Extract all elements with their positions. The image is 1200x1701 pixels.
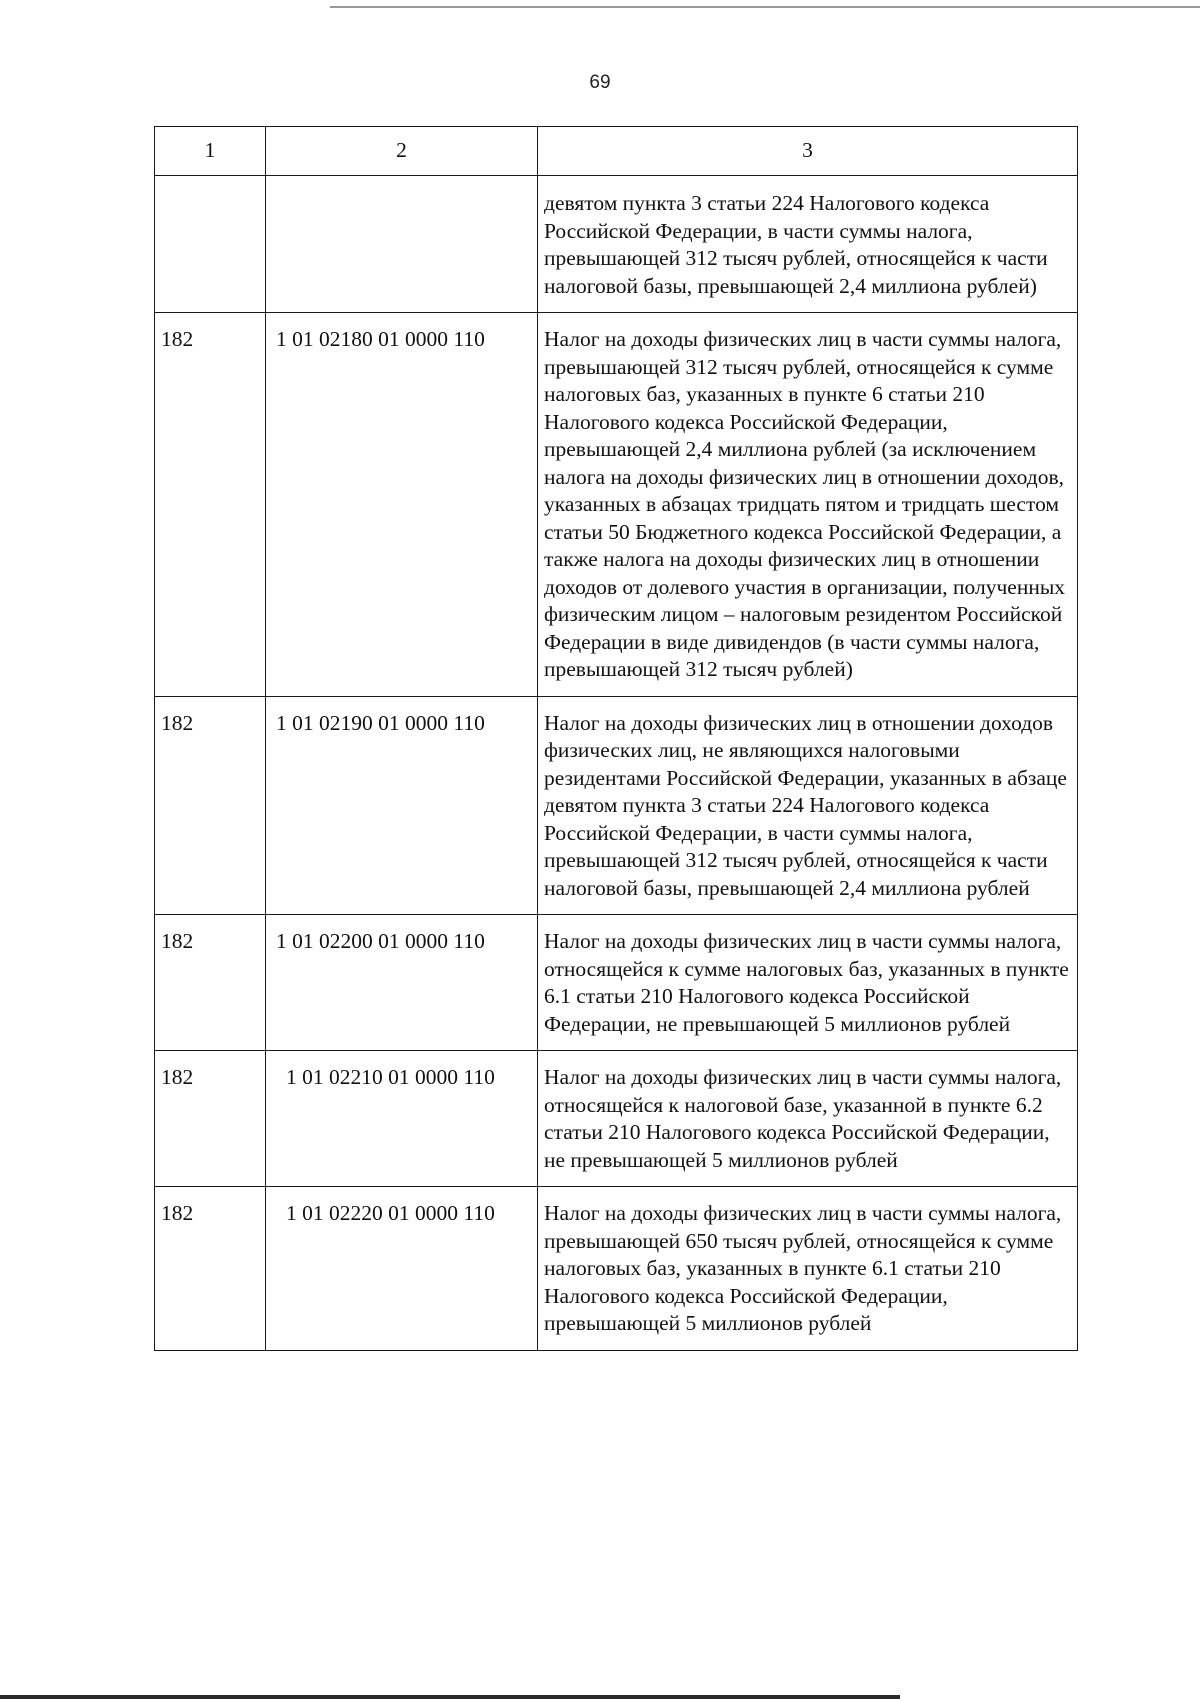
income-description: Налог на доходы физических лиц в отношении доходов физических лиц, не являющихся налоговыми резидентами Российской Федерации, указанных в абзаце девятом пункта 3 статьи 224 Налогового кодекса Российской Федерации, в части суммы налога, превышающей 312 тысяч рублей, относящейся к части налоговой базы, превышающей 2,4 миллиона рублей (538, 696, 1078, 915)
budget-classification-code: 1 01 02200 01 0000 110 (266, 915, 538, 1051)
budget-codes-table (154, 126, 1078, 1351)
agency-code: 182 (155, 915, 266, 1051)
scan-edge-bottom (0, 1695, 900, 1699)
table-row (155, 313, 1078, 697)
budget-classification-code: 1 01 02210 01 0000 110 (266, 1051, 538, 1187)
income-description: Налог на доходы физических лиц в части суммы налога, относящейся к сумме налоговых баз, указанных в пункте 6.1 статьи 210 Налогового кодекса Российской Федерации, не превышающей 5 миллионов рублей (538, 915, 1078, 1051)
agency-cell-empty (155, 176, 266, 313)
continuation-description: девятом пункта 3 статьи 224 Налогового кодекса Российской Федерации, в части суммы налога, превышающей 312 тысяч рублей, относящейся к части налоговой базы, превышающей 2,4 миллиона рублей) (538, 176, 1078, 313)
agency-code: 182 (155, 313, 266, 697)
budget-classification-code: 1 01 02220 01 0000 110 (266, 1187, 538, 1351)
table-row (155, 1051, 1078, 1187)
page-number: 69 (589, 72, 611, 93)
income-description: Налог на доходы физических лиц в части суммы налога, превышающей 650 тысяч рублей, относящейся к сумме налоговых баз, указанных в пункте 6.1 статьи 210 Налогового кодекса Российской Федерации, превышающей 5 миллионов рублей (538, 1187, 1078, 1351)
income-description: Налог на доходы физических лиц в части суммы налога, превышающей 312 тысяч рублей, относящейся к сумме налоговых баз, указанных в пункте 6 статьи 210 Налогового кодекса Российской Федерации, превышающей 2,4 миллиона рублей (за исключением налога на доходы физических лиц в отношении доходов, указанных в абзацах тридцать пятом и тридцать шестом статьи 50 Бюджетного кодекса Российской Федерации, а также налога на доходы физических лиц в отношении доходов от долевого участия в организации, полученных физическим лицом – налоговым резидентом Российской Федерации в виде дивидендов (в части суммы налога, превышающей 312 тысяч рублей) (538, 313, 1078, 697)
table-header-row (155, 127, 1078, 176)
table-row (155, 1187, 1078, 1351)
column-header-3: 3 (538, 127, 1078, 176)
budget-classification-code: 1 01 02180 01 0000 110 (266, 313, 538, 697)
column-header-1: 1 (155, 127, 266, 176)
table-row (155, 915, 1078, 1051)
income-description: Налог на доходы физических лиц в части суммы налога, относящейся к налоговой базе, указанной в пункте 6.2 статьи 210 Налогового кодекса Российской Федерации, не превышающей 5 миллионов рублей (538, 1051, 1078, 1187)
table-row-continuation (155, 176, 1078, 313)
table-row (155, 696, 1078, 915)
agency-code: 182 (155, 696, 266, 915)
column-header-2: 2 (266, 127, 538, 176)
budget-classification-code: 1 01 02190 01 0000 110 (266, 696, 538, 915)
code-cell-empty (266, 176, 538, 313)
agency-code: 182 (155, 1051, 266, 1187)
agency-code: 182 (155, 1187, 266, 1351)
scan-edge-top (330, 6, 1200, 8)
